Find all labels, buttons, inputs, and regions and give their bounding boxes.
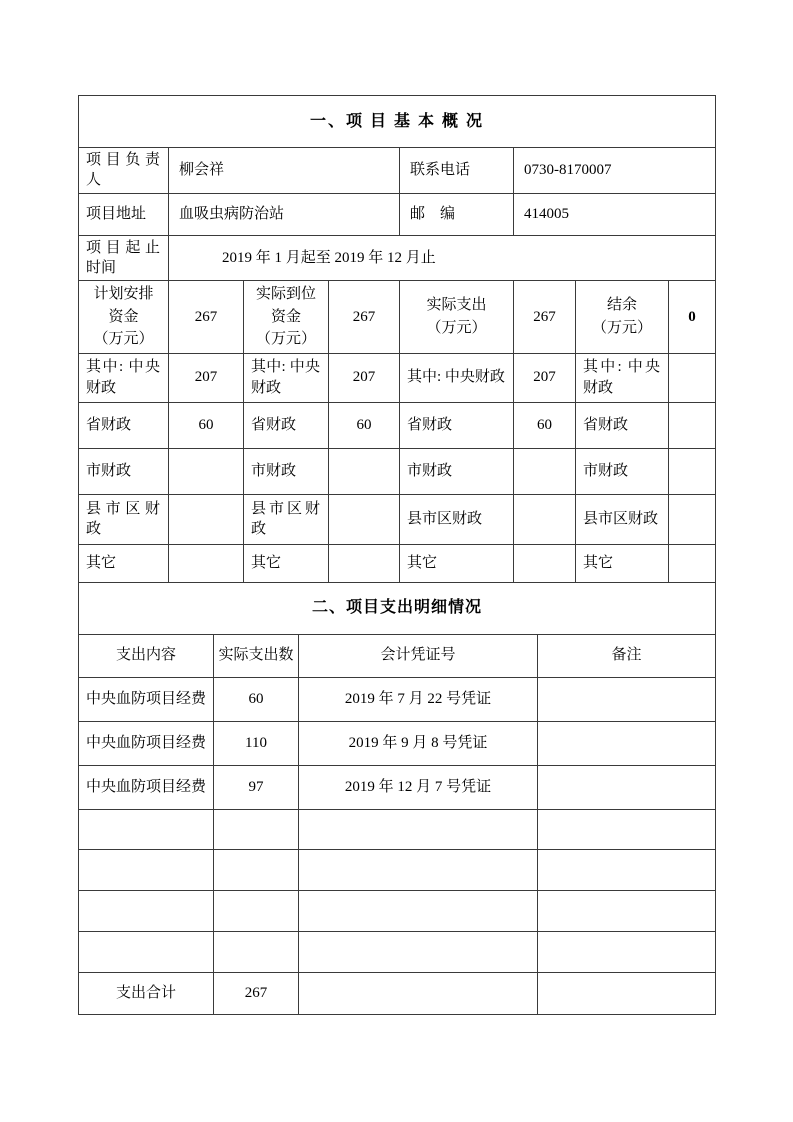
expense-row xyxy=(79,677,716,721)
actual-expense-label: 实际支出 （万元） xyxy=(400,281,514,354)
county-finance-label-4: 县市区财政 xyxy=(576,494,669,544)
central-finance-balance xyxy=(669,353,716,402)
expense-row xyxy=(79,765,716,809)
central-finance-spent: 207 xyxy=(514,353,576,402)
other-finance-label-2: 其它 xyxy=(244,544,329,582)
expense-voucher xyxy=(299,890,538,931)
expense-row-empty xyxy=(79,809,716,849)
balance-value: 0 xyxy=(669,281,716,354)
expense-total-row xyxy=(79,972,716,1014)
city-finance-received xyxy=(329,448,400,494)
other-finance-received xyxy=(329,544,400,582)
col-header-voucher: 会计凭证号 xyxy=(299,634,538,677)
county-finance-label-3: 县市区财政 xyxy=(400,494,514,544)
expense-content: 中央血防项目经费 xyxy=(79,765,214,809)
expense-note xyxy=(538,677,716,721)
city-finance-planned xyxy=(169,448,244,494)
expense-total-note xyxy=(538,972,716,1014)
other-finance-planned xyxy=(169,544,244,582)
expense-content: 中央血防项目经费 xyxy=(79,721,214,765)
provincial-finance-label-4: 省财政 xyxy=(576,402,669,448)
expense-detail-table xyxy=(78,582,716,1015)
expense-amount: 60 xyxy=(214,677,299,721)
county-finance-balance xyxy=(669,494,716,544)
other-finance-balance xyxy=(669,544,716,582)
expense-row-empty xyxy=(79,849,716,890)
address-value: 血吸虫病防治站 xyxy=(169,193,400,235)
expense-total-amount: 267 xyxy=(214,972,299,1014)
city-finance-label-1: 市财政 xyxy=(79,448,169,494)
received-funds-label: 实际到位 资金 （万元） xyxy=(244,281,329,354)
city-finance-balance xyxy=(669,448,716,494)
duration-label: 项目起止时间 xyxy=(79,235,169,281)
expense-row-empty xyxy=(79,931,716,972)
city-finance-label-3: 市财政 xyxy=(400,448,514,494)
expense-note xyxy=(538,721,716,765)
received-funds-value: 267 xyxy=(329,281,400,354)
col-header-amount: 实际支出数 xyxy=(214,634,299,677)
county-finance-spent xyxy=(514,494,576,544)
balance-label: 结余 （万元） xyxy=(576,281,669,354)
section1-title: 一、项 目 基 本 概 况 xyxy=(79,96,716,148)
expense-voucher xyxy=(299,931,538,972)
duration-value: 2019 年 1 月起至 2019 年 12 月止 xyxy=(169,235,716,281)
central-finance-planned: 207 xyxy=(169,353,244,402)
central-finance-label-3: 其中: 中央财政 xyxy=(400,353,514,402)
central-finance-label-4: 其中: 中央财政 xyxy=(576,353,669,402)
county-finance-received xyxy=(329,494,400,544)
basic-overview-table xyxy=(78,95,716,583)
central-finance-label-2: 其中: 中央财政 xyxy=(244,353,329,402)
county-finance-label-2: 县市区财政 xyxy=(244,494,329,544)
expense-note xyxy=(538,890,716,931)
other-finance-spent xyxy=(514,544,576,582)
phone-value: 0730-8170007 xyxy=(514,148,716,194)
address-label: 项目地址 xyxy=(79,193,169,235)
report-form xyxy=(78,95,715,1015)
city-finance-label-2: 市财政 xyxy=(244,448,329,494)
expense-content xyxy=(79,931,214,972)
col-header-note: 备注 xyxy=(538,634,716,677)
expense-voucher: 2019 年 9 月 8 号凭证 xyxy=(299,721,538,765)
provincial-finance-label-3: 省财政 xyxy=(400,402,514,448)
expense-amount: 97 xyxy=(214,765,299,809)
expense-note xyxy=(538,809,716,849)
expense-voucher: 2019 年 7 月 22 号凭证 xyxy=(299,677,538,721)
expense-note xyxy=(538,931,716,972)
expense-amount xyxy=(214,890,299,931)
city-finance-label-4: 市财政 xyxy=(576,448,669,494)
other-finance-label-1: 其它 xyxy=(79,544,169,582)
provincial-finance-label-1: 省财政 xyxy=(79,402,169,448)
provincial-finance-received: 60 xyxy=(329,402,400,448)
expense-voucher xyxy=(299,809,538,849)
expense-row-empty xyxy=(79,890,716,931)
planned-funds-label: 计划安排 资金 （万元） xyxy=(79,281,169,354)
expense-total-voucher xyxy=(299,972,538,1014)
provincial-finance-balance xyxy=(669,402,716,448)
leader-value: 柳会祥 xyxy=(169,148,400,194)
planned-funds-value: 267 xyxy=(169,281,244,354)
expense-total-label: 支出合计 xyxy=(79,972,214,1014)
expense-amount xyxy=(214,931,299,972)
section2-title: 二、项目支出明细情况 xyxy=(79,582,716,634)
other-finance-label-3: 其它 xyxy=(400,544,514,582)
provincial-finance-label-2: 省财政 xyxy=(244,402,329,448)
expense-content xyxy=(79,890,214,931)
actual-expense-value: 267 xyxy=(514,281,576,354)
expense-content xyxy=(79,809,214,849)
expense-content: 中央血防项目经费 xyxy=(79,677,214,721)
provincial-finance-spent: 60 xyxy=(514,402,576,448)
postal-value: 414005 xyxy=(514,193,716,235)
phone-label: 联系电话 xyxy=(400,148,514,194)
other-finance-label-4: 其它 xyxy=(576,544,669,582)
col-header-content: 支出内容 xyxy=(79,634,214,677)
leader-label: 项目负责人 xyxy=(79,148,169,194)
central-finance-label-1: 其中: 中央财政 xyxy=(79,353,169,402)
county-finance-label-1: 县市区财政 xyxy=(79,494,169,544)
expense-amount: 110 xyxy=(214,721,299,765)
provincial-finance-planned: 60 xyxy=(169,402,244,448)
city-finance-spent xyxy=(514,448,576,494)
county-finance-planned xyxy=(169,494,244,544)
expense-note xyxy=(538,849,716,890)
expense-voucher: 2019 年 12 月 7 号凭证 xyxy=(299,765,538,809)
expense-amount xyxy=(214,809,299,849)
expense-voucher xyxy=(299,849,538,890)
expense-content xyxy=(79,849,214,890)
postal-label: 邮 编 xyxy=(400,193,514,235)
expense-amount xyxy=(214,849,299,890)
expense-note xyxy=(538,765,716,809)
expense-row xyxy=(79,721,716,765)
central-finance-received: 207 xyxy=(329,353,400,402)
